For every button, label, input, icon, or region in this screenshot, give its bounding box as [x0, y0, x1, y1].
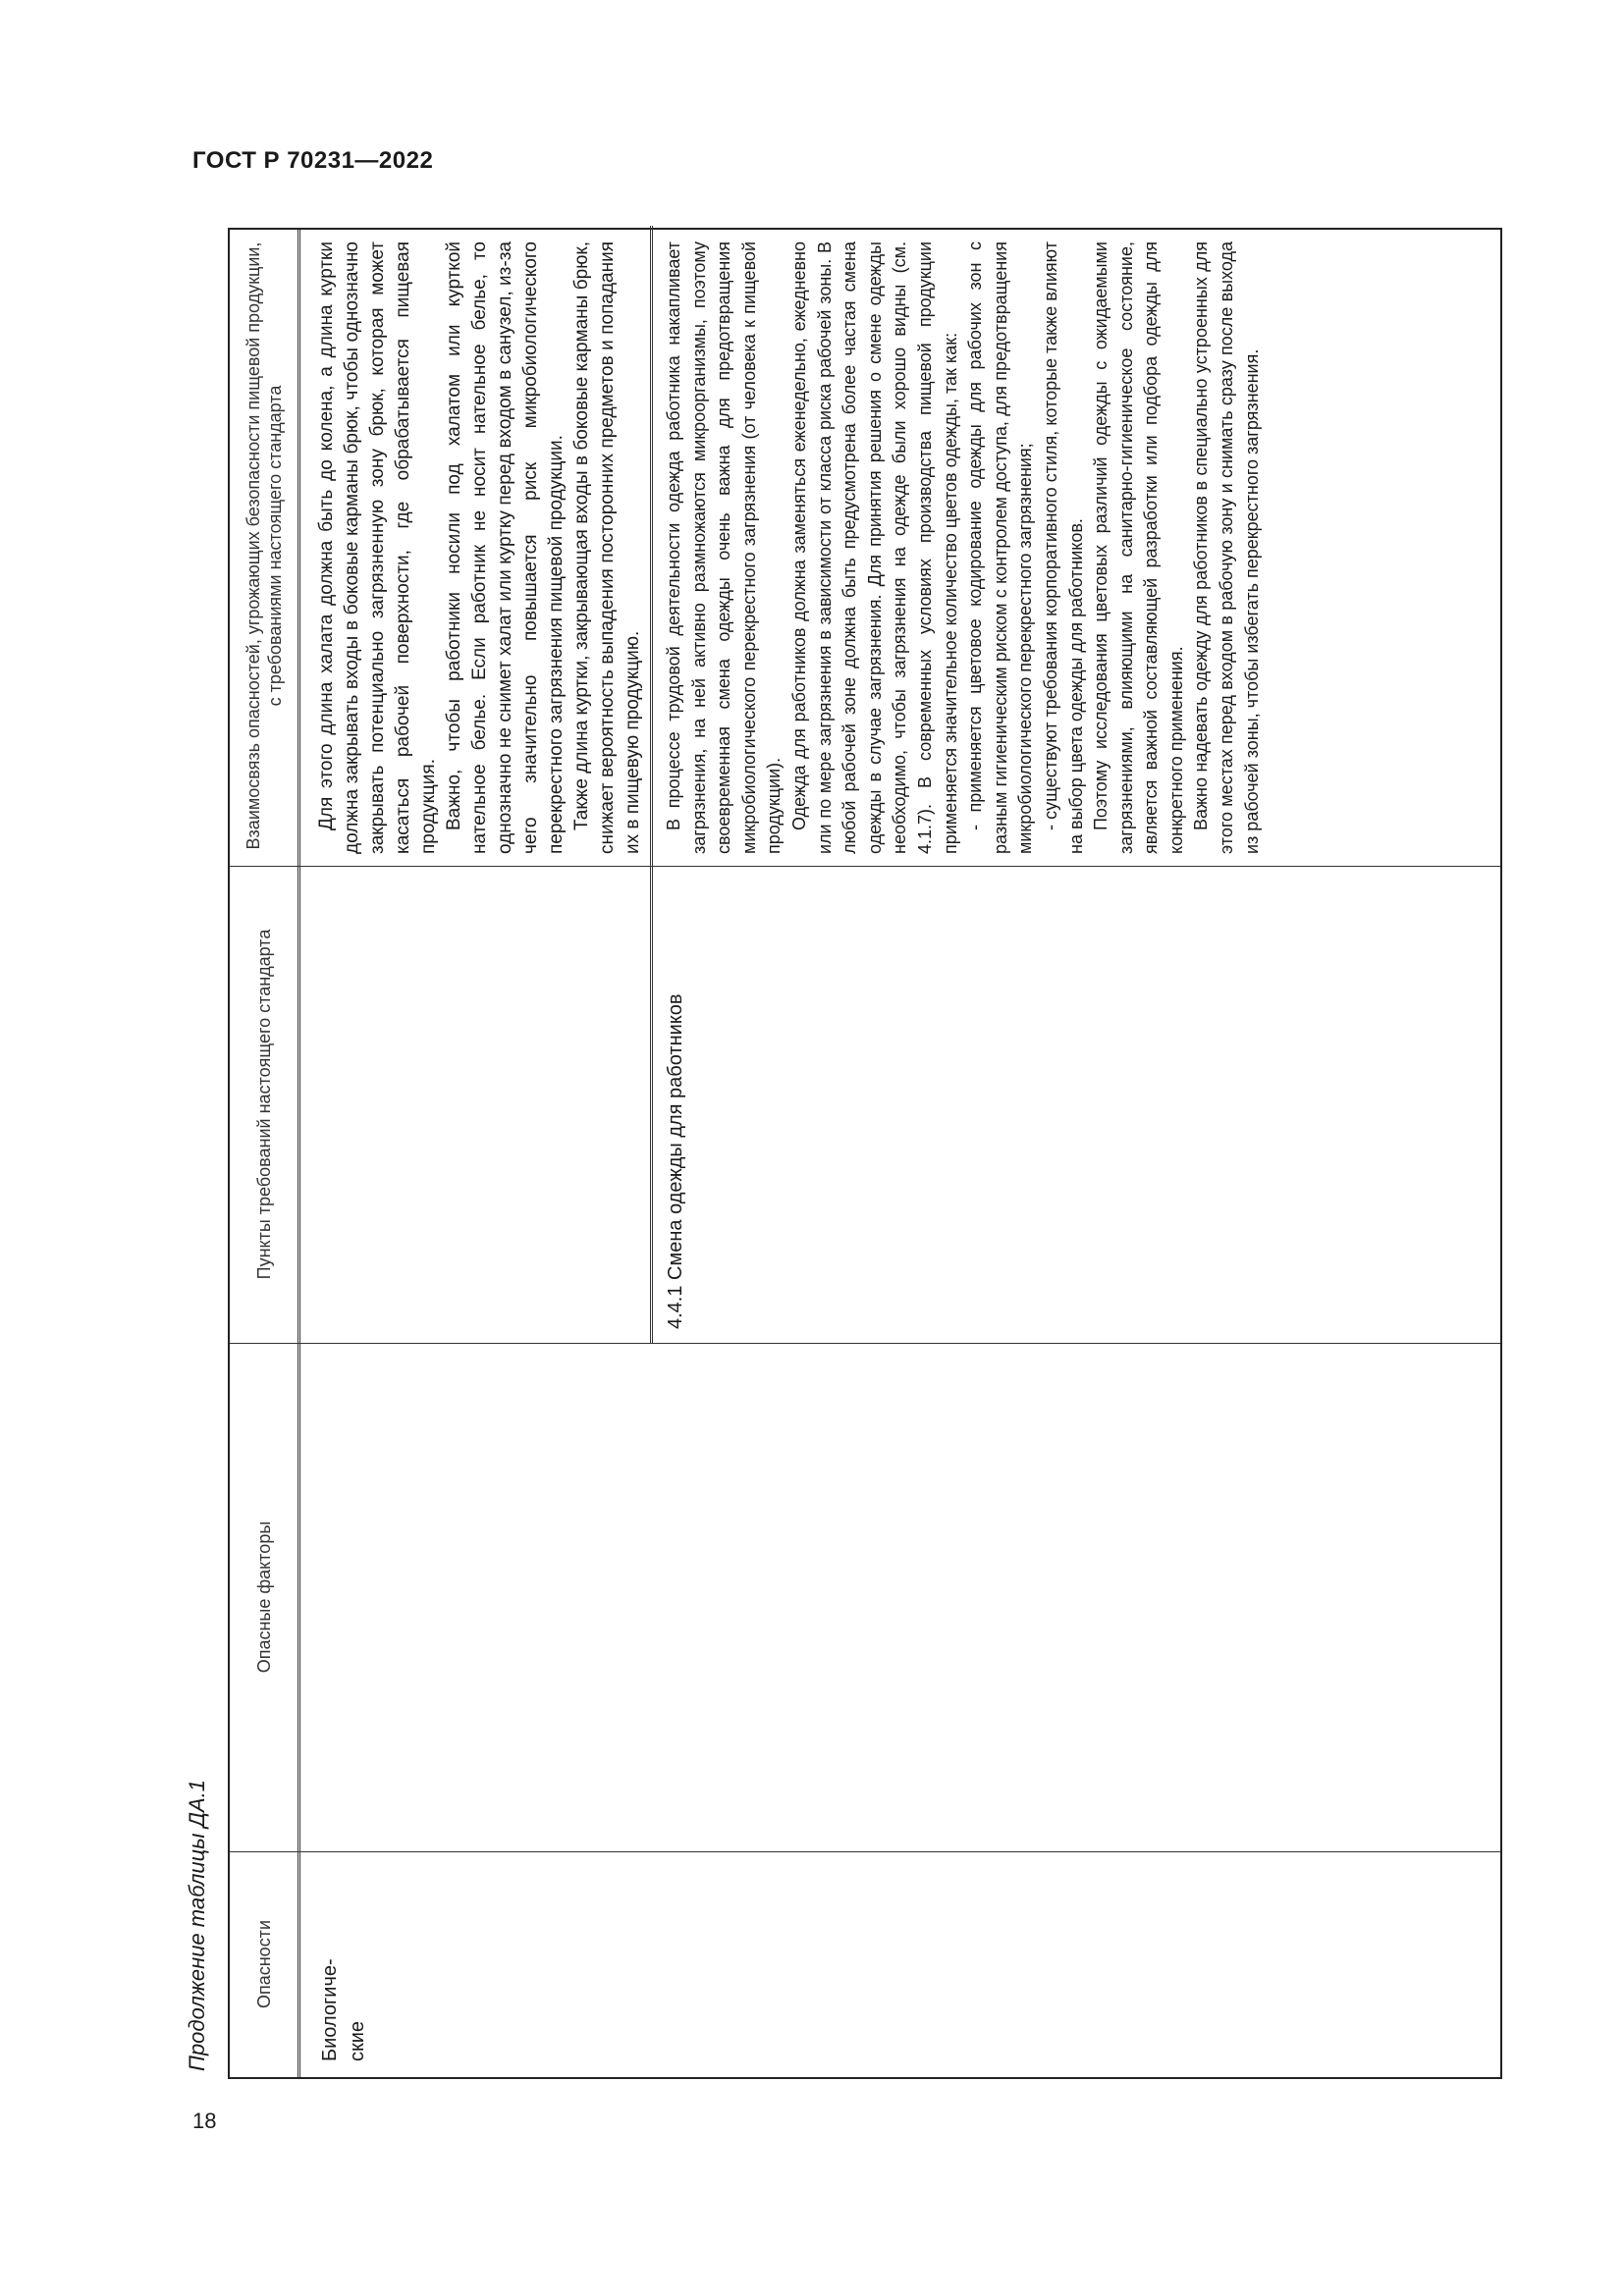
header-hazards: Опасности	[253, 1920, 274, 2009]
header-factors: Опасные факторы	[253, 1521, 274, 1674]
paragraph: Поэтому исследования цветовых различий одежды с ожидаемыми загрязнениями, влияющими на санитарно-гигиеническое состояние, является важной составляющей разработки или подбора одежды для конкретного применения.	[1091, 241, 1186, 854]
paragraph: Важно, чтобы работники носили под халатом или курткой нательное белье. Если работник не носит нательное белье, то однозначно не снимет халат или куртку перед входом в санузел, из-за чего значительно повышается риск микробиологического перекрестного загрязнения пищевой продукции.	[444, 241, 567, 854]
table-caption: Продолжение таблицы ДА.1	[185, 1779, 209, 2071]
row1-relationship-cell	[314, 241, 646, 854]
column-divider	[230, 866, 1500, 867]
column-divider	[230, 1851, 1500, 1852]
hazard-cell: Биологиче- ские	[319, 1958, 368, 2061]
paragraph: Для этого длина халата должна быть до колена, а длина куртки должна закрывать входы в боковые карманы брюк, чтобы однозначно закрывать потенциально загрязненную зону брюк, которая может касаться рабочей поверхности, где обрабатывается пищевая продукция.	[316, 241, 439, 854]
paragraph: Одежда для работников должна заменяться еженедельно, ежедневно или по мере загрязнения в зависимости от класса риска рабочей зоны. В любой рабочей зоне должна быть предусмотрена более частая смена одежды в случае загрязнения. Для принятия решения о смене одежды необходимо, чтобы загрязнения на одежде были хорошо видны (см. 4.1.7). В современных условиях производства пищевой продукции применяется значительное количество цветов одежды, так как:	[788, 241, 960, 854]
header-clauses: Пункты требований настоящего стандарта	[253, 929, 274, 1280]
column-divider	[230, 1343, 1500, 1344]
paragraph: - существуют требования корпоративного стиля, которые также влияют на выбор цвета одежды для работников.	[1040, 241, 1086, 854]
row2-relationship-cell	[662, 241, 1265, 854]
hazard-table	[228, 228, 1502, 2079]
header-relationship: Взаимосвязь опасностей, угрожающих безопасности пищевой продукции, с требованиями настоящего стандарта	[243, 241, 285, 850]
paragraph: Также длина куртки, закрывающая входы в боковые карманы брюк, снижает вероятность выпадения посторонних предметов и попадания их в пищевую продукцию.	[571, 241, 643, 854]
paragraph: - применяется цветовое кодирование одежды для рабочих зон с разным гигиеническим риском с контролем доступа, для предотвращения микробиологического перекрестного загрязнения;	[965, 241, 1036, 854]
clause-cell	[662, 878, 689, 1329]
paragraph: Важно надевать одежду для работников в специально устроенных для этого местах перед входом в рабочую зону и снимать сразу после выхода из рабочей зоны, чтобы избегать перекрестного загрязнения.	[1191, 241, 1262, 854]
page-number: 18	[192, 2109, 217, 2133]
clause-text: 4.4.1 Смена одежды для работников	[665, 993, 686, 1329]
document-code: ГОСТ Р 70231—2022	[192, 147, 434, 174]
row-divider	[650, 226, 653, 1343]
paragraph: В процессе трудовой деятельности одежда работника накапливает загрязнения, на ней активно размножаются микроорганизмы, поэтому своевременная смена одежды очень важна для предотвращения микробиологического перекрестного загрязнения (от человека к пищевой продукции).	[664, 241, 785, 854]
table-header	[230, 230, 300, 2077]
rotated-table-page	[172, 228, 1502, 2079]
